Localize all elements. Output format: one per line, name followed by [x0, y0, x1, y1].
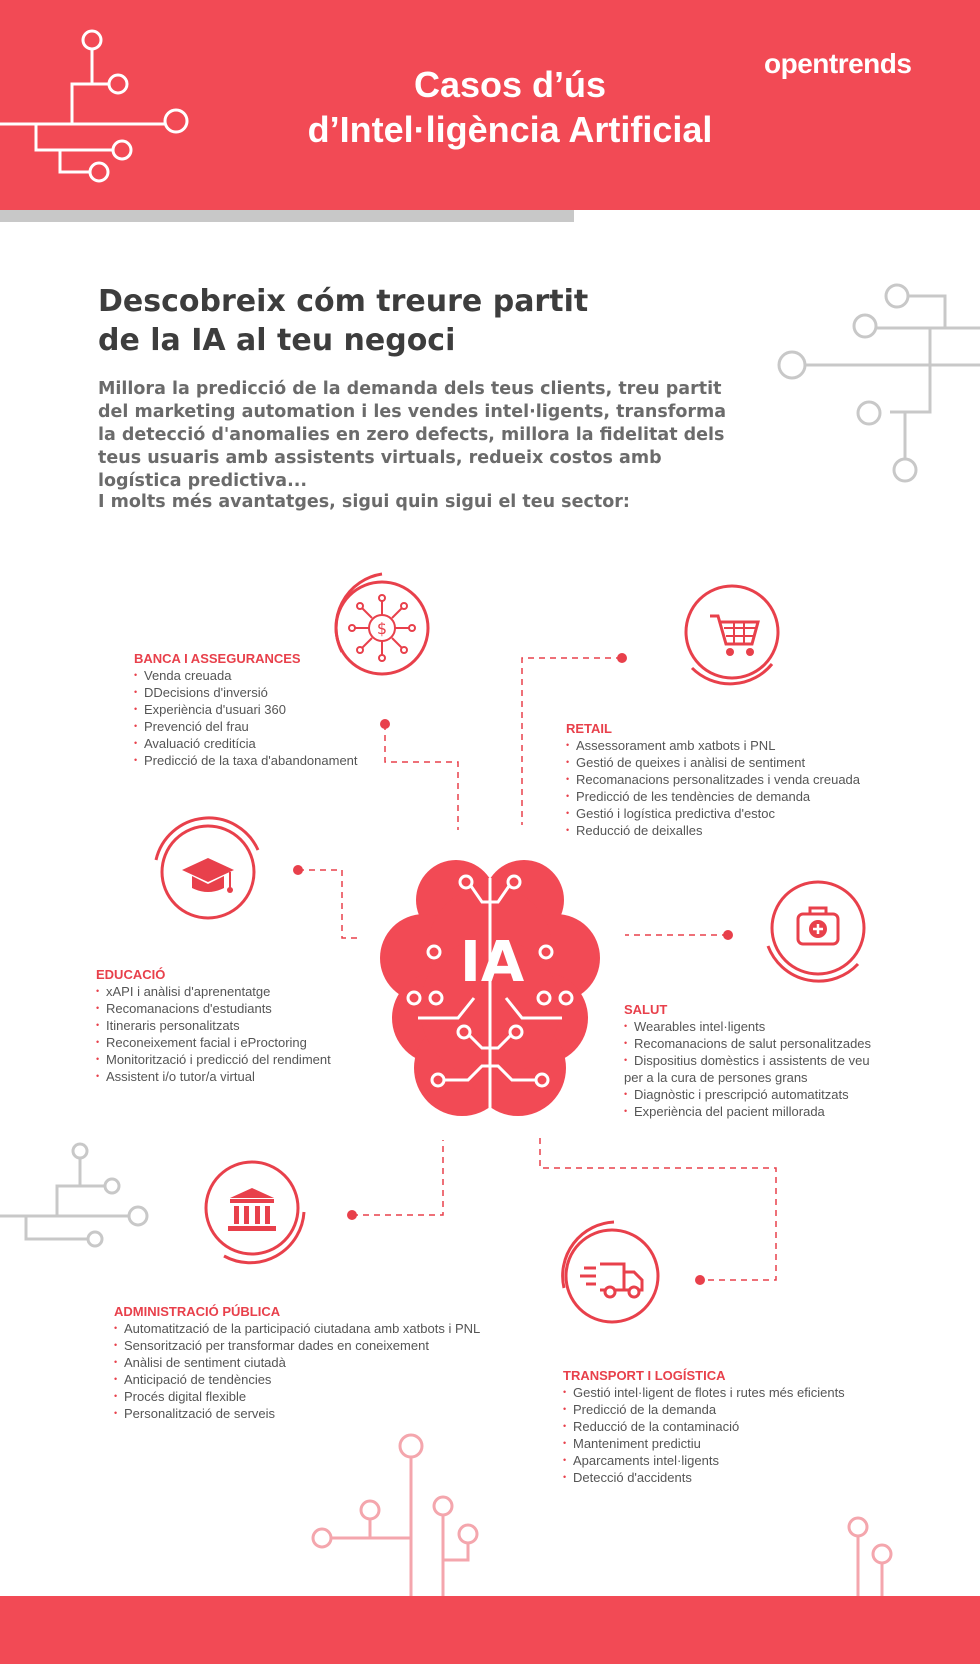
list-item: • Sensorització per transformar dades en coneixement: [114, 1337, 534, 1354]
delivery-truck-icon: [580, 1264, 642, 1297]
sector-list: [566, 737, 886, 839]
sector-list: [563, 1384, 913, 1486]
list-item: • Reducció de deixalles: [566, 822, 886, 839]
sector-list: [624, 1018, 924, 1120]
sector-list: [134, 667, 414, 769]
list-item: • Dispositius domèstics i assistents de veu: [624, 1052, 924, 1069]
intro-paragraph: Millora la predicció de la demanda dels teus clients, treu partit del marketing automation i les vendes intel·ligents, transforma la detecció d'anomalies en zero defects, millora la fidelitat dels teus usuaris amb assistents virtuals, redueix costos amb logística predictiva...: [98, 379, 727, 491]
sector-title: EDUCACIÓ: [96, 967, 166, 982]
title-line-1: Casos d’ús: [413, 64, 607, 105]
list-item: • Experiència d'usuari 360: [134, 701, 414, 718]
list-item: • Venda creuada: [134, 667, 414, 684]
sector-educacio: [96, 966, 386, 1085]
section-heading: [98, 282, 718, 360]
sector-title: RETAIL: [566, 721, 612, 736]
intro-subheading: I molts més avantatges, sigui quin sigui el teu sector:: [98, 492, 630, 512]
sector-list: [96, 983, 386, 1085]
list-item: • Predicció de la demanda: [563, 1401, 913, 1418]
list-item: • Anàlisi de sentiment ciutadà: [114, 1354, 534, 1371]
footer-banner: [0, 1596, 980, 1664]
circuit-decoration-bottom-icon: [300, 1430, 500, 1596]
list-item: • Reconeixement facial i eProctoring: [96, 1034, 386, 1051]
sector-list: [114, 1320, 534, 1422]
transport-icon-ring: [554, 1218, 674, 1338]
sector-transport: [563, 1367, 913, 1486]
circuit-decoration-right-icon: [770, 280, 980, 490]
heading-line-2: de la IA al teu negoci: [98, 323, 456, 358]
sector-administracio: [114, 1303, 534, 1422]
list-item: • Recomanacions personalitzades i venda creuada: [566, 771, 886, 788]
list-item: • Procés digital flexible: [114, 1388, 534, 1405]
sector-title: SALUT: [624, 1002, 668, 1017]
list-item: • Itineraris personalitzats: [96, 1017, 386, 1034]
list-item: • Aparcaments intel·ligents: [563, 1452, 913, 1469]
list-item: • Wearables intel·ligents: [624, 1018, 924, 1035]
list-item: • Predicció de la taxa d'abandonament: [134, 752, 414, 769]
first-aid-kit-icon: [798, 908, 838, 944]
sector-retail: [566, 720, 886, 839]
ia-label: IA: [460, 930, 525, 995]
list-item: • Anticipació de tendències: [114, 1371, 534, 1388]
list-item: • Monitorització i predicció del rendiment: [96, 1051, 386, 1068]
list-item: • DDecisions d'inversió: [134, 684, 414, 701]
educacio-icon-ring: [148, 810, 268, 930]
list-item: • Personalització de serveis: [114, 1405, 534, 1422]
list-item: • Avaluació creditícia: [134, 735, 414, 752]
sector-title: ADMINISTRACIÓ PÚBLICA: [114, 1304, 281, 1319]
list-item: • Assistent i/o tutor/a virtual: [96, 1068, 386, 1085]
opentrends-logo: opentrends: [764, 48, 912, 79]
list-item: • Gestió i logística predictiva d'estoc: [566, 805, 886, 822]
shopping-cart-icon: [710, 616, 758, 656]
list-item: • Experiència del pacient millorada: [624, 1103, 924, 1120]
list-item: • Prevenció del frau: [134, 718, 414, 735]
list-item: • Recomanacions de salut personalitzades: [624, 1035, 924, 1052]
administracio-icon-ring: [194, 1152, 314, 1272]
list-item: • Recomanacions d'estudiants: [96, 1000, 386, 1017]
header-underline-bar: [0, 210, 574, 222]
government-building-icon: [228, 1188, 276, 1231]
list-item: • Assessorament amb xatbots i PNL: [566, 737, 886, 754]
list-item: • Manteniment predictiu: [563, 1435, 913, 1452]
list-item: • Detecció d'accidents: [563, 1469, 913, 1486]
list-item: • Gestió de queixes i anàlisi de sentiment: [566, 754, 886, 771]
list-item: • xAPI i anàlisi d'aprenentatge: [96, 983, 386, 1000]
svg-text:$: $: [376, 619, 388, 638]
heading-line-1: Descobreix cóm treure partit: [98, 284, 589, 319]
list-item: • Diagnòstic i prescripció automatitzats: [624, 1086, 924, 1103]
list-item: • Gestió intel·ligent de flotes i rutes més eficients: [563, 1384, 913, 1401]
sector-salut: [624, 1001, 924, 1120]
sector-title: BANCA I ASSEGURANCES: [134, 651, 301, 666]
list-item: • Predicció de les tendències de demanda: [566, 788, 886, 805]
circuit-decoration-left-icon: [0, 1140, 150, 1250]
list-item-continuation: per a la cura de persones grans: [624, 1070, 808, 1085]
circuit-decoration-corner-icon: [840, 1510, 900, 1596]
title-line-2: d’Intel·ligència Artificial: [307, 109, 713, 150]
sector-banca: [134, 650, 414, 769]
graduation-cap-icon: [182, 858, 234, 893]
retail-icon-ring: [672, 572, 792, 692]
list-item: • Automatització de la participació ciutadana amb xatbots i PNL: [114, 1320, 534, 1337]
salut-icon-ring: [758, 868, 878, 988]
sector-title: TRANSPORT I LOGÍSTICA: [563, 1368, 726, 1383]
list-item: • Reducció de la contaminació: [563, 1418, 913, 1435]
